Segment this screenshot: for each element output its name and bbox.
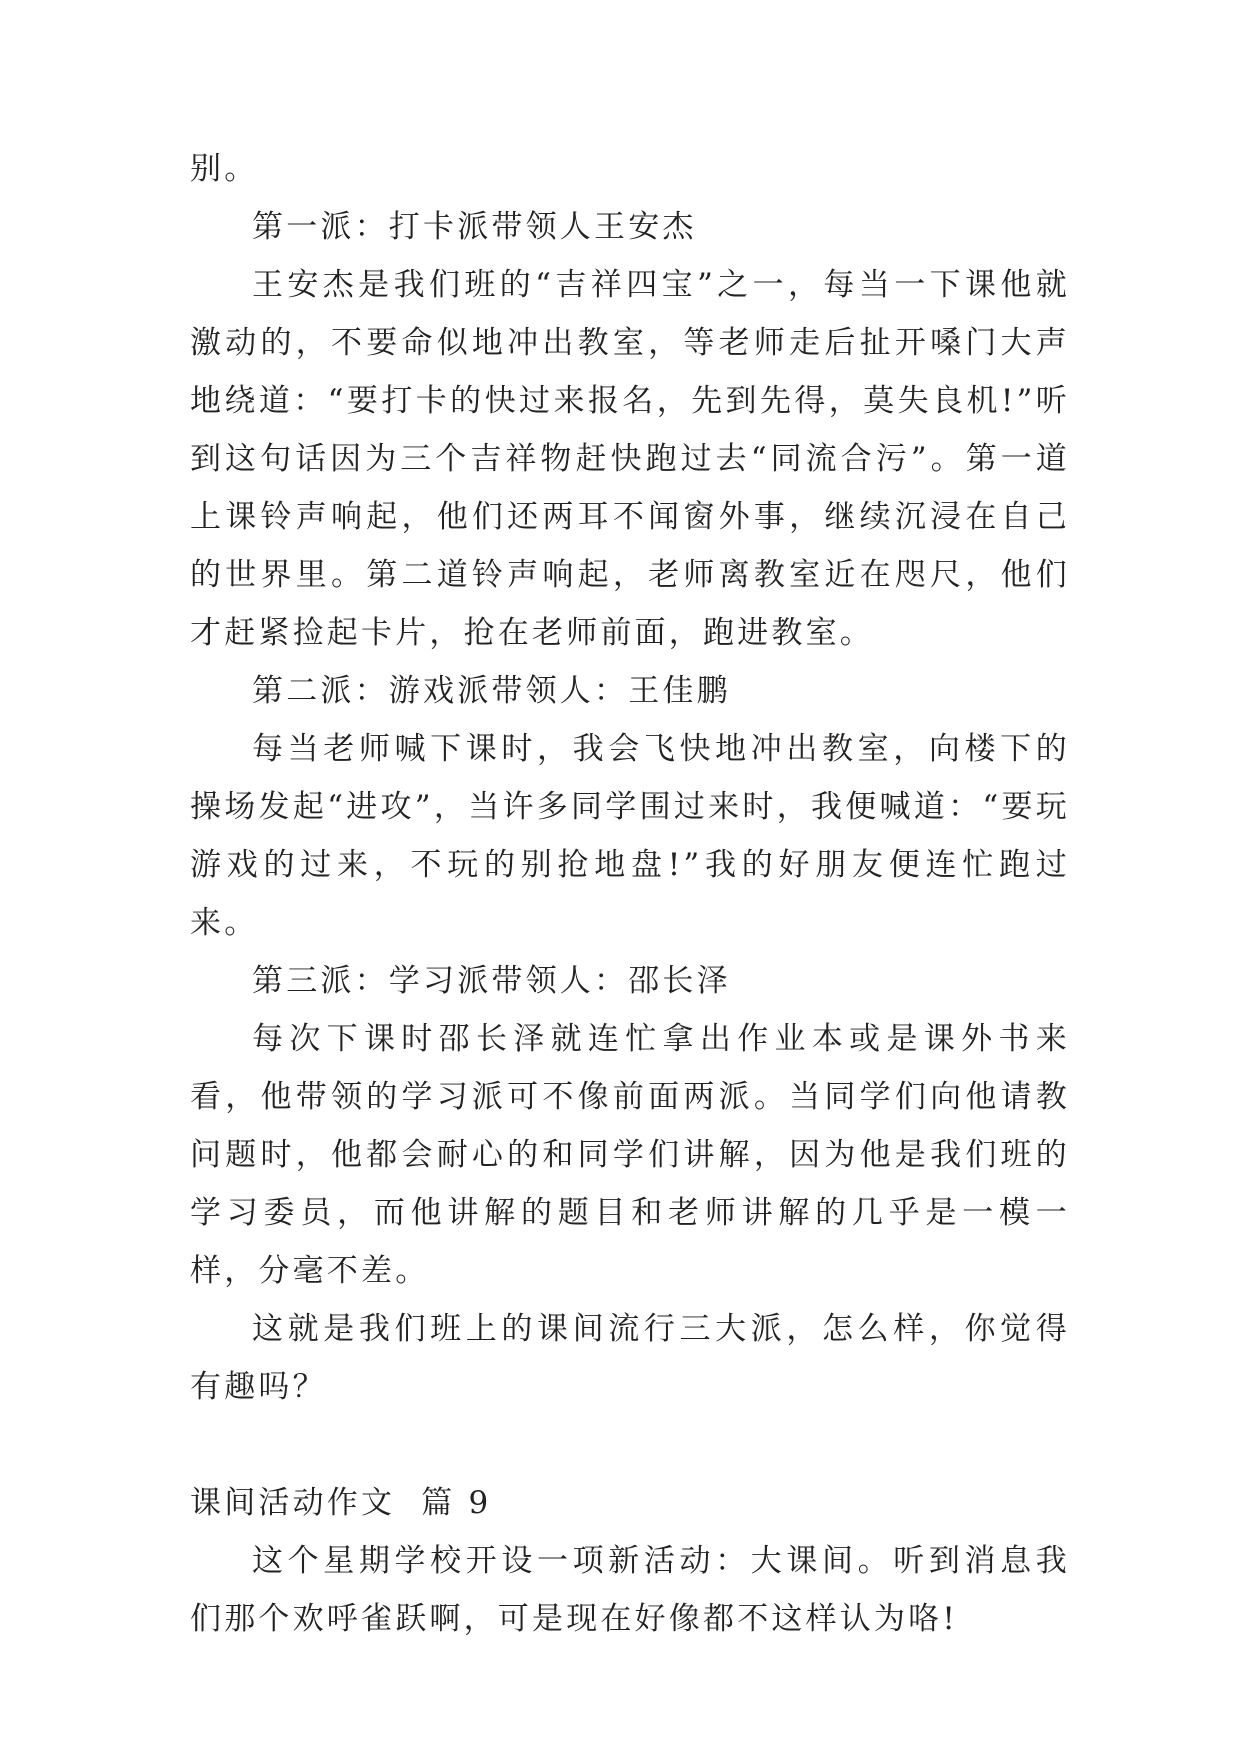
paragraph: 每次下课时邵长泽就连忙拿出作业本或是课外书来看，他带领的学习派可不像前面两派。当同学们向他请教问题时，他都会耐心的和同学们讲解，因为他是我们班的学习委员，而他讲解的题目和老师讲解的几乎是一模一样，分毫不差。 xyxy=(190,1021,1070,1289)
section-heading: 课间活动作文 篇 9 xyxy=(190,1485,492,1521)
paragraph: 别。 xyxy=(190,151,259,187)
paragraph-heading-faction-two: 第二派：游戏派带领人：王佳鹏 xyxy=(252,673,731,709)
paragraph: 每当老师喊下课时，我会飞快地冲出教室，向楼下的操场发起“进攻”，当许多同学围过来时，我便喊道：“要玩游戏的过来，不玩的别抢地盘!”我的好朋友便连忙跑过来。 xyxy=(190,731,1070,941)
paragraph: 这就是我们班上的课间流行三大派，怎么样，你觉得有趣吗？ xyxy=(190,1311,1070,1405)
paragraph-heading-faction-one: 第一派：打卡派带领人王安杰 xyxy=(252,209,697,245)
paragraph: 这个星期学校开设一项新活动：大课间。听到消息我们那个欢呼雀跃啊，可是现在好像都不这样认为咯! xyxy=(190,1543,1070,1637)
section-gap xyxy=(190,1416,1070,1474)
paragraph-heading-faction-three: 第三派：学习派带领人：邵长泽 xyxy=(252,963,731,999)
document-page xyxy=(190,140,1070,1648)
paragraph: 王安杰是我们班的“吉祥四宝”之一，每当一下课他就激动的，不要命似地冲出教室，等老师走后扯开嗓门大声地绕道：“要打卡的快过来报名，先到先得，莫失良机!”听到这句话因为三个吉祥物赶快跑过去“同流合污”。第一道上课铃声响起，他们还两耳不闻窗外事，继续沉浸在自己的世界里。第二道铃声响起，老师离教室近在咫尺，他们才赶紧捡起卡片，抢在老师前面，跑进教室。 xyxy=(190,267,1070,651)
